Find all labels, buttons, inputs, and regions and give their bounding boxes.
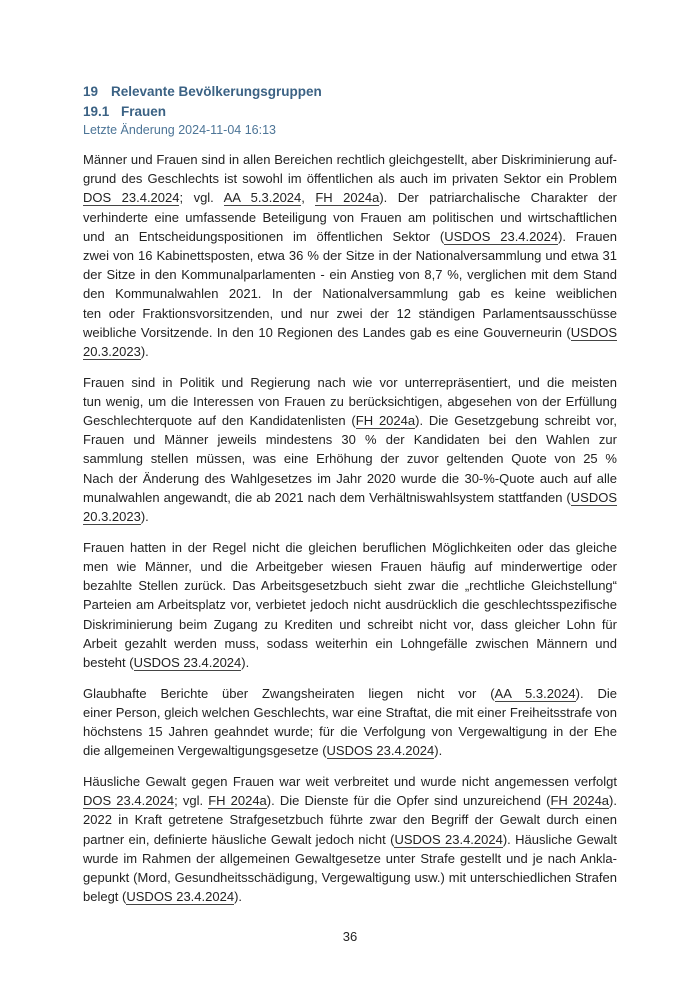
text-line [83,615,617,634]
text-line [83,653,617,672]
text-line [83,887,617,906]
text-segment: ). Der patriarchalische Charakter der [379,190,617,206]
citation-link[interactable]: USDOS 23.4.2024 [133,654,242,670]
text-segment: ). [140,343,149,359]
section-title: Relevante Bevölkerungsgruppen [111,84,322,99]
text-segment: den Kommunalwahlen 2021. In der Nationalversammlung gab es keine weiblichen [83,286,617,302]
text-segment: grund des Geschlechts ist sowohl im öffentlichen als auch im privaten Sektor ein Problem [83,171,617,187]
citation-link[interactable]: 20.3.2023 [83,508,141,524]
citation-link[interactable]: USDOS 23.4.2024 [394,831,503,847]
text-segment: ). Die [575,685,617,701]
citation-link[interactable]: DOS 23.4.2024 [83,793,175,809]
text-line [83,868,617,887]
text-line [83,684,617,703]
paragraph [83,684,617,761]
text-segment: ). [140,508,149,524]
page-number: 36 [342,929,358,944]
text-line [83,703,617,722]
text-segment: men wie Männer, und die Arbeitgeber wiesen Frauen häufig auf minderwertige oder [83,558,617,574]
text-segment: verhinderte eine umfassende Beteiligung von Frauen am politischen und wirtschaftlichen [83,209,617,225]
text-line [83,188,617,207]
text-line [83,150,617,169]
section-heading [83,84,322,99]
citation-link[interactable]: AA 5.3.2024 [494,685,576,701]
text-segment: Männer und Frauen sind in allen Bereichen rechtlich gleichgestellt, aber Diskriminierung auf- [83,152,617,167]
text-segment: Frauen hatten in der Regel nicht die gleichen beruflichen Möglichkeiten oder das gleiche [83,539,617,555]
citation-link[interactable]: USDOS 23.4.2024 [326,743,435,759]
text-line [83,634,617,653]
text-segment: ). [609,793,617,809]
text-segment: besteht ( [83,654,134,670]
text-segment: 2022 in Kraft getretene Strafgesetzbuch führte zwar den Begriff der Gewalt durch einen [83,812,617,828]
paragraph [83,373,617,527]
text-line [83,488,617,507]
text-line [83,411,617,430]
text-line [83,208,617,227]
paragraph [83,772,617,906]
text-segment: Arbeit gezahlt werden muss, sodass weiterhin ein Lohngefälle zwischen Männern und [83,635,617,651]
text-line [83,810,617,829]
text-line [83,772,617,791]
text-segment: ). [234,889,243,905]
citation-link[interactable]: FH 2024a [355,413,416,429]
text-segment: die allgemeinen Vergewaltigungsgesetze ( [83,743,327,759]
text-segment: wurde im Rahmen der allgemeinen Gewaltgesetze unter Strafe gestellt und je nach Ankla- [83,850,617,866]
text-segment: Frauen sind in Politik und Regierung nach wie vor unterrepräsentiert, und die meisten [83,374,617,390]
text-line [83,849,617,868]
text-line [83,227,617,246]
text-segment: höchstens 15 Jahren geahndet wurde; für die Verfolgung von Vergewaltigung in der Ehe [83,724,617,740]
text-segment: Nach der Änderung des Wahlgesetzes im Jahr 2020 wurde die 30-%-Quote auch auf alle [83,470,617,486]
text-segment: zwei von 16 Kabinettsposten, etwa 36 % der Sitze in der Nationalversammlung und etwa 31 [83,247,617,263]
subsection-heading [83,104,166,119]
text-segment: Glaubhafte Berichte über Zwangsheiraten liegen nicht vor ( [83,685,495,701]
text-segment: weibliche Vorsitzende. In den 10 Regionen des Landes gab es eine Gouverneurin ( [83,324,571,340]
text-line [83,373,617,392]
text-segment: ). [434,743,443,759]
citation-link[interactable]: 20.3.2023 [83,343,141,359]
text-line [83,576,617,595]
text-segment: ). Frauen [558,228,617,244]
text-line [83,342,617,361]
text-line [83,265,617,284]
text-line [83,722,617,741]
citation-link[interactable]: DOS 23.4.2024 [83,190,180,206]
citation-link[interactable]: USDOS [570,489,617,505]
section-number: 19 [83,84,99,99]
citation-link[interactable]: FH 2024a [315,190,380,206]
text-segment: und an Entscheidungspositionen im öffentlichen Sektor ( [83,228,445,244]
text-segment: ). Häusliche Gewalt [502,831,617,847]
text-segment: Diskriminierung beim Zugang zu Krediten und schreibt nicht vor, dass gleicher Lohn für [83,616,617,632]
text-segment: belegt ( [83,889,127,905]
text-segment: ; vgl. [174,793,209,809]
text-line [83,304,617,323]
citation-link[interactable]: USDOS 23.4.2024 [126,889,235,905]
text-segment: partner ein, definierte häusliche Gewalt jedoch nicht ( [83,831,395,847]
paragraph [83,538,617,672]
text-segment: ; vgl. [179,190,224,206]
text-line [83,449,617,468]
text-line [83,284,617,303]
subsection-number: 19.1 [83,104,110,119]
text-line [83,557,617,576]
text-line [83,169,617,188]
last-change-date: Letzte Änderung 2024-11-04 16:13 [83,123,276,137]
citation-link[interactable]: AA 5.3.2024 [223,190,302,206]
text-segment: tun wenig, um die Interessen von Frauen zu berücksichtigen, abgesehen von der Erfüllung [83,393,617,409]
text-segment: gepunkt (Mord, Gesundheitsschädigung, Vergewaltigung usw.) mit unterschiedlichen Strafen [83,869,617,885]
text-line [83,469,617,488]
subsection-title: Frauen [121,104,167,119]
text-segment: der Sitze in den Kommunalparlamenten - ein Anstieg von 8,7 %, verglichen mit dem Stand [83,267,617,283]
text-segment: munalwahlen angewandt, die ab 2021 nach dem Verhältniswahlsystem stattfanden ( [83,489,571,505]
text-line [83,507,617,526]
text-segment: ). [241,654,250,670]
text-line [83,538,617,557]
text-line [83,791,617,810]
text-line [83,392,617,411]
text-segment: Frauen und Männer jeweils mindestens 30 % der Kandidaten bei den Wahlen zur [83,432,617,448]
document-body [83,150,617,918]
text-segment: einer Person, gleich welchen Geschlechts, war eine Straftat, die mit einer Freiheitsstrafe von [83,704,617,720]
text-segment: sammlung stellen müssen, was eine Erhöhung der zuvor geltenden Quote von 25 % [83,451,617,467]
text-segment: bezahlte Stellen zurück. Das Arbeitsgesetzbuch sieht zwar die „rechtliche Gleichstellung“ [83,578,617,594]
text-segment: ). Die Dienste für die Opfer sind unzureichend ( [266,793,551,809]
citation-link[interactable]: FH 2024a [550,793,610,809]
citation-link[interactable]: USDOS [570,324,617,340]
text-line [83,246,617,265]
text-segment: , [301,190,316,206]
text-line [83,430,617,449]
text-segment: Geschlechterquote auf den Kandidatenlisten ( [83,413,356,429]
paragraph [83,150,617,361]
text-segment: Häusliche Gewalt gegen Frauen war weit verbreitet und wurde nicht angemessen verfolgt [83,774,617,789]
text-segment: Parteien am Arbeitsplatz vor, verbietet jedoch nicht ausdrücklich die geschlechtsspezifische [83,597,617,613]
text-line [83,741,617,760]
citation-link[interactable]: USDOS 23.4.2024 [444,228,559,244]
text-segment: ten oder Fraktionsvorsitzenden, und nur zwei der 12 ständigen Parlamentsausschüsse [83,305,617,321]
text-line [83,830,617,849]
text-segment: ). Die Gesetzgebung schreibt vor, [415,413,617,429]
text-line [83,595,617,614]
citation-link[interactable]: FH 2024a [208,793,267,809]
text-line [83,323,617,342]
